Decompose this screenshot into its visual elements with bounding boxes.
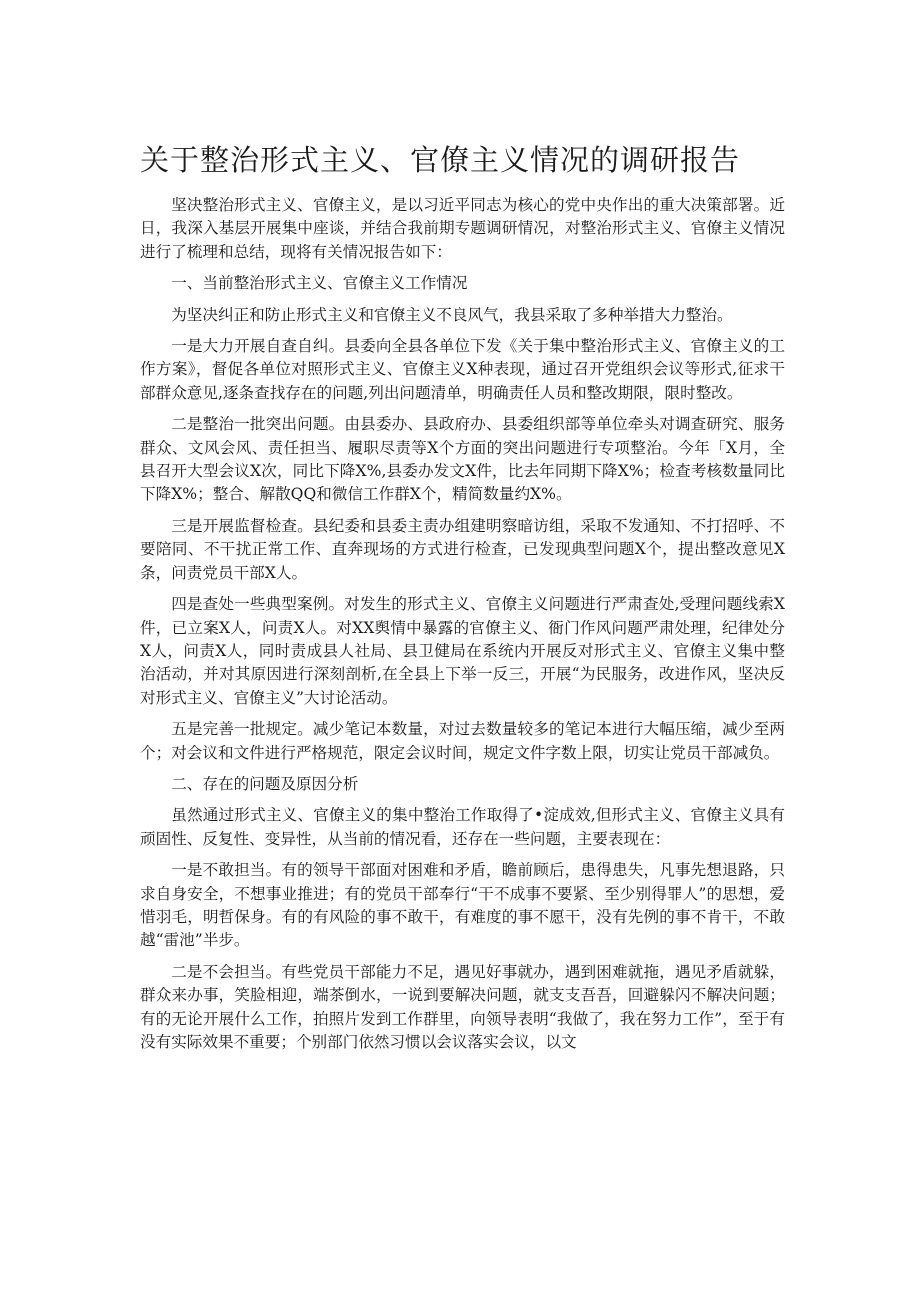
- document-body: [140, 194, 785, 1062]
- paragraph-problems-summary: 虽然通过形式主义、官僚主义的集中整治工作取得了•淀成效,但形式主义、官僚主义具有顽固性、反复性、变异性，从当前的情况看，还存在一些问题，主要表现在：: [140, 806, 785, 848]
- document-title: 关于整治形式主义、官僚主义情况的调研报告: [140, 143, 741, 177]
- section-heading-problems-analysis: 二、存在的问题及原因分析: [171, 774, 359, 793]
- paragraph-typical-cases: 四是查处一些典型案例。对发生的形式主义、官僚主义问题进行严肃查处,受理问题线索X件，已立案X人，问责X人。对XX舆情中暴露的官僚主义、衙门作风问题严肃处理，纪律处分X人，问责X人，同时责成县人社局、县卫健局在系统内开展反对形式主义、官僚主义集中整治活动，并对其原因进行深刻剖析,在全县上下举一反三，开展“为民服务，改进作风，坚决反对形式主义、官僚主义”大讨论活动。: [140, 595, 785, 707]
- paragraph-unable-take-responsibility: 二是不会担当。有些党员干部能力不足，遇见好事就办，遇到困难就拖，遇见矛盾就躲，群众来办事，笑脸相迎，端茶倒水，一说到要解决问题，就支支吾吾，回避躲闪不解决问题；有的无论开展什么工作，拍照片发到工作群里，向领导表明“我做了，我在努力工作”，至于有没有实际效果不重要；个别部门依然习惯以会议落实会议，以文: [140, 962, 785, 1051]
- paragraph-supervision: 三是开展监督检查。县纪委和县委主责办组建明察暗访组，采取不发通知、不打招呼、不要陪同、不干扰正常工作、直奔现场的方式进行检查，已发现典型问题X个，提出整改意见X条，问责党员干部X人。: [140, 516, 785, 582]
- paragraph-intro: 坚决整治形式主义、官僚主义，是以习近平同志为核心的党中央作出的重大决策部署。近日，我深入基层开展集中座谈，并结合我前期专题调研情况，对整治形式主义、官僚主义情况进行了梳理和总结，现将有关情况报告如下：: [140, 196, 785, 261]
- section-heading-current-situation: 一、当前整治形式主义、官僚主义工作情况: [171, 274, 468, 293]
- paragraph-self-inspection: 一是大力开展自查自纠。县委向全县各单位下发《关于集中整治形式主义、官僚主义的工作方案》，督促各单位对照形式主义、官僚主义X种表现，通过召开党组织会议等形式,征求干部群众意见,逐条查找存在的问题,列出问题清单，明确责任人员和整改期限，限时整改。: [140, 337, 785, 402]
- paragraph-prominent-problems: 二是整治一批突出问题。由县委办、县政府办、县委组织部等单位牵头对调查研究、服务群众、文风会风、责任担当、履职尽责等X个方面的突出问题进行专项整治。今年「X月，全县召开大型会议X次，同比下降X%,县委办发文X件，比去年同期下降X%；检查考核数量同比下降X%；整合、解散QQ和微信工作群X个，精简数量约X%。: [140, 415, 785, 504]
- paragraph-regulations: 五是完善一批规定。减少笔记本数量，对过去数量较多的笔记本进行大幅压缩，减少至两个；对会议和文件进行严格规范，限定会议时间，规定文件字数上限，切实让党员干部减负。: [140, 720, 785, 762]
- paragraph-dare-not-take-responsibility: 一是不敢担当。有的领导干部面对困难和矛盾，瞻前顾后，患得患失，凡事先想退路，只求自身安全，不想事业推进；有的党员干部奉行“干不成事不要紧、至少别得罪人”的思想，爱惜羽毛，明哲保身。有的有风险的事不敢干，有难度的事不愿干，没有先例的事不肯干，不敢越“雷池”半步。: [140, 861, 785, 950]
- paragraph-measures-summary: 为坚决纠正和防止形式主义和官僚主义不良风气，我县采取了多种举措大力整治。: [171, 305, 733, 324]
